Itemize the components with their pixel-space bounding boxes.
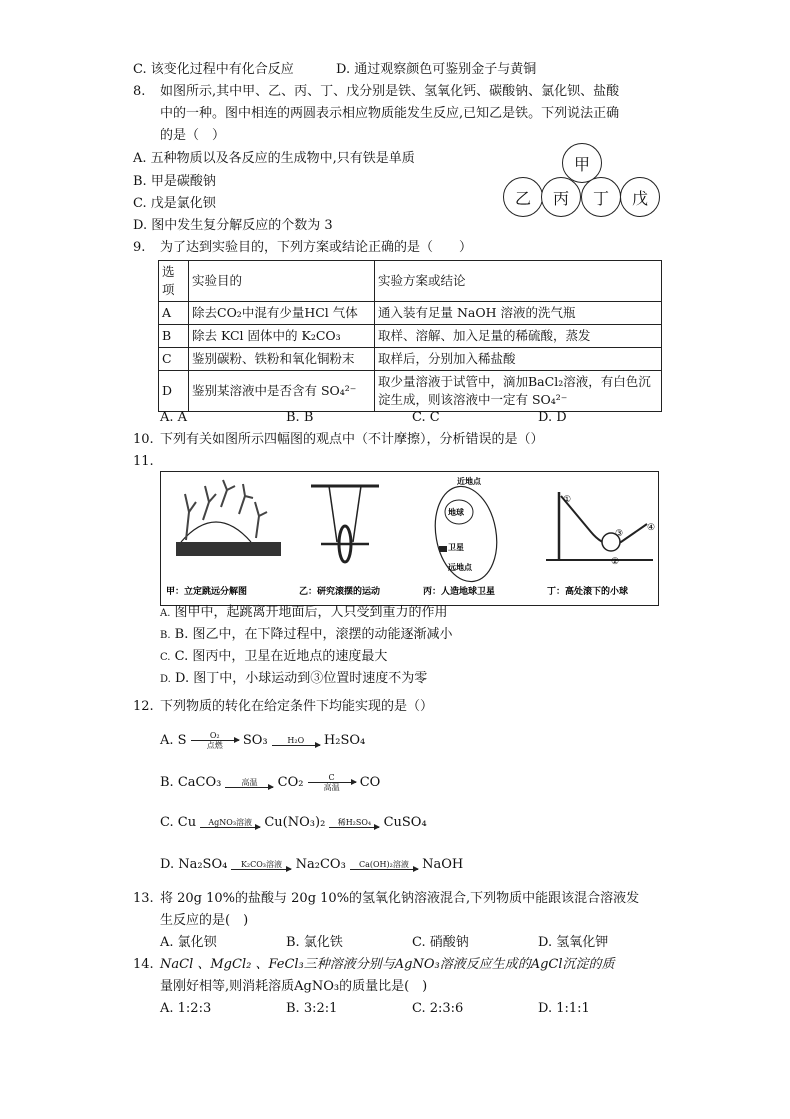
q8-stem-line1: 如图所示,其中甲、乙、丙、丁、戊分别是铁、氢氧化钙、碳酸钠、氯化钡、盐酸 [160,84,620,99]
q11-option-b [160,625,453,646]
arrow-condition-top: H₂O [287,735,305,745]
q11-option-d [160,669,427,690]
row-plan: 通入装有足量 NaOH 溶液的洗气瓶 [375,302,662,325]
q11-option-d-letter: D. [160,674,171,685]
q9-table [158,260,662,412]
reaction-arrow [231,860,291,870]
table-row [159,325,662,348]
q11-option-c-text: C. 图丙中，卫星在近地点的速度最大 [174,649,388,664]
row-option: B [159,325,189,348]
q14-option-b: B. 3:2:1 [286,1001,338,1016]
q8-option-a: A. 五种物质以及各反应的生成物中,只有铁是单质 [133,151,415,166]
q14-stem-line1: NaCl 、MgCl₂ 、FeCl₃三种溶液分别与AgNO₃溶液反应生成的AgCl沉淀的质 [160,957,615,972]
caption-bing: 丙：人造地球卫星 [423,587,496,597]
q8-stem-line3: 的是（ ） [160,128,226,143]
q13-option-a: A. 氯化钡 [160,935,217,950]
header-option: 选项 [159,261,189,302]
row-goal: 除去CO₂中混有少量HCl 气体 [189,302,375,325]
q8-stem-line2: 中的一种。图中相连的两圆表示相应物质能发生反应,已知乙是铁。下列说法正确 [160,106,620,121]
caption-jia: 甲：立定跳远分解图 [166,587,248,597]
reaction-arrow [191,731,239,750]
q14-option-a: A. 1:2:3 [160,1001,212,1016]
formula-start: D. Na₂SO₄ [160,857,228,872]
caption-ding: 丁：高处滚下的小球 [547,587,629,597]
position-4-label: ④ [647,523,656,533]
circle-bing: 丙 [541,177,581,217]
q12-option-c [160,815,427,830]
q13-option-d: D. 氢氧化钾 [538,935,609,950]
q12-option-a [160,731,365,750]
formula-start: B. CaCO₃ [160,775,222,790]
far-point-label: 远地点 [448,563,472,572]
row-option: A [159,302,189,325]
reaction-arrow [350,860,418,870]
jump-illustration [176,480,281,556]
caption-yi: 乙：研究滚摆的运动 [299,587,381,597]
q9-option-b: B. B [286,410,314,425]
table-row [159,302,662,325]
formula-end: CO [359,775,381,790]
q7-option-d: D. 通过观察颜色可鉴别金子与黄铜 [336,62,537,77]
arrow-condition-top: 稀H₂SO₄ [337,817,372,827]
arrow-condition-top: K₂CO₃溶液 [240,859,283,869]
physics-figure-illustration [161,472,658,605]
row-goal: 除去 KCl 固体中的 K₂CO₃ [189,325,375,348]
row-plan: 取样、溶解、加入足量的稀硫酸，蒸发 [375,325,662,348]
table-row [159,371,662,412]
q8-option-b: B. 甲是碳酸钠 [133,174,216,189]
q14-stem-line2: 量刚好相等,则消耗溶质AgNO₃的质量比是( ) [160,979,428,994]
row-option: C [159,348,189,371]
arrow-condition-bottom: 点燃 [206,741,223,750]
q14-option-c: C. 2:3:6 [412,1001,464,1016]
formula-middle: Cu(NO₃)₂ [264,815,326,830]
header-goal: 实验目的 [189,261,375,302]
arrow-condition-top: 高温 [241,777,258,787]
arrow-condition-bottom: 高温 [323,783,340,792]
q14-number: 14. [133,957,154,972]
earth-label: 地球 [448,508,464,517]
q9-number: 9. [133,240,146,255]
reaction-arrow [308,773,356,792]
q11-number: 11. [133,454,154,469]
formula-end: NaOH [422,857,464,872]
reaction-arrow [200,818,260,828]
formula-end: CuSO₄ [383,815,427,830]
q9-option-c: C. C [412,410,440,425]
reaction-arrow [329,818,379,828]
arrow-condition-top: Ca(OH)₂溶液 [358,859,409,869]
arrow-condition-top: C [328,773,335,782]
table-row [159,348,662,371]
formula-middle: Na₂CO₃ [295,857,346,872]
q12-option-d [160,857,463,872]
q8-option-c: C. 戊是氯化钡 [133,196,216,211]
formula-middle: SO₃ [242,733,268,748]
q7-option-c: C. 该变化过程中有化合反应 [133,62,294,77]
q11-option-a-text: 图甲中，起跳离开地面后，人只受到重力的作用 [174,605,448,620]
near-point-label: 近地点 [457,477,481,486]
q12-number: 12. [133,699,154,714]
reaction-arrow [225,778,273,788]
q13-option-b: B. 氯化铁 [286,935,343,950]
q9-option-d: D. D [538,410,567,425]
formula-end: H₂SO₄ [323,733,366,748]
q9-stem: 为了达到实验目的，下列方案或结论正确的是（ ） [160,240,473,255]
q10-stem: 下列有关如图所示四幅图的观点中（不计摩擦），分析错误的是（） [160,432,544,447]
formula-middle: CO₂ [277,775,304,790]
q11-option-c-letter: C. [160,652,171,663]
header-plan: 实验方案或结论 [375,261,662,302]
q13-stem-line2: 生反应的是( ) [160,913,249,928]
q10-number: 10. [133,432,154,447]
position-2-label: ② [611,557,620,567]
q12-stem: 下列物质的转化在给定条件下均能实现的是（） [160,699,434,714]
formula-start: A. S [160,733,187,748]
q13-option-c: C. 硝酸钠 [412,935,469,950]
q11-option-d-text: D. 图丁中，小球运动到③位置时速度不为零 [174,671,428,686]
row-goal: 鉴别碳粉、铁粉和氧化铜粉末 [189,348,375,371]
circle-ding: 丁 [581,177,621,217]
circle-jia: 甲 [562,143,602,183]
q12-option-b [160,773,380,792]
q9-option-a: A. A [160,410,188,425]
q8-number: 8. [133,84,146,99]
arrow-condition-top: AgNO₃溶液 [208,817,253,827]
q13-stem-line1: 将 20g 10%的盐酸与 20g 10%的氢氧化钠溶液混合,下列物质中能跟该混合溶液发 [160,891,640,906]
maxwell-pendulum-illustration [311,486,379,562]
circle-yi: 乙 [503,177,543,217]
row-option: D [159,371,189,412]
row-plan: 取样后，分别加入稀盐酸 [375,348,662,371]
row-goal: 鉴别某溶液中是否含有 SO₄²⁻ [189,371,375,412]
satellite-label: 卫星 [448,543,464,552]
q11-option-b-letter: B. [160,630,171,641]
position-1-label: ① [563,495,572,505]
q11-option-a [160,603,448,624]
row-plan: 取少量溶液于试管中，滴加BaCl₂溶液，有白色沉淀生成，则该溶液中一定有 SO₄²⁻ [375,371,662,412]
q11-option-b-text: B. 图乙中，在下降过程中，滚摆的动能逐渐减小 [174,627,453,642]
q14-option-d: D. 1:1:1 [538,1001,590,1016]
position-3-label: ③ [615,529,624,539]
formula-start: C. Cu [160,815,197,830]
q11-option-c [160,647,387,668]
arrow-condition-top: O₂ [209,731,220,740]
q8-option-d: D. 图中发生复分解反应的个数为 3 [133,218,333,233]
q11-option-a-letter: A. [160,608,171,619]
reaction-arrow [272,736,320,746]
q13-number: 13. [133,891,154,906]
q11-figure [160,471,659,606]
table-header-row [159,261,662,302]
circle-wu: 戊 [620,177,660,217]
